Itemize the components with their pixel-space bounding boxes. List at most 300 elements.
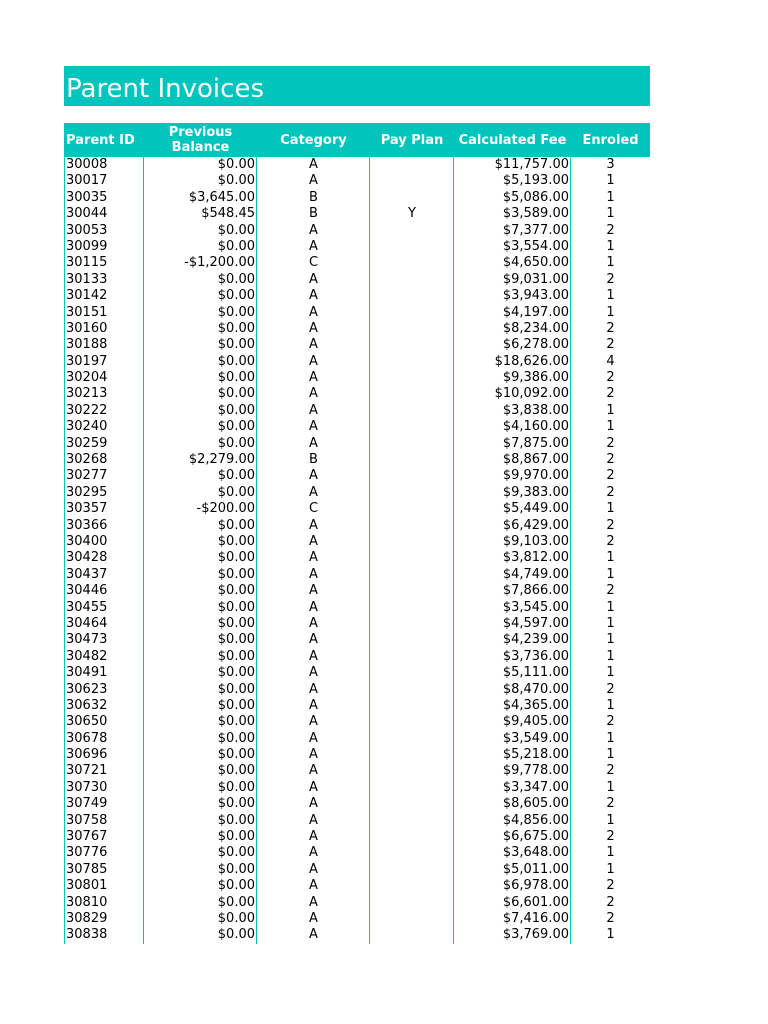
previous-balance-cell[interactable]: -$200.00 <box>196 501 255 517</box>
pay-plan-cell[interactable] <box>370 632 454 648</box>
category-cell[interactable]: A <box>309 435 318 451</box>
parent-id-cell[interactable]: 30838 <box>66 927 108 943</box>
category-cell[interactable]: A <box>309 779 318 795</box>
previous-balance-cell[interactable]: $0.00 <box>217 927 255 943</box>
previous-balance-cell[interactable]: $0.00 <box>217 533 255 549</box>
calculated-fee-cell[interactable]: $3,838.00 <box>502 402 569 418</box>
enroled-cell[interactable]: 2 <box>606 763 615 779</box>
pay-plan-cell[interactable] <box>370 173 454 189</box>
pay-plan-cell[interactable] <box>370 600 454 616</box>
enroled-cell[interactable]: 1 <box>606 697 615 713</box>
previous-balance-cell[interactable]: $0.00 <box>217 714 255 730</box>
parent-id-cell[interactable]: 30133 <box>66 271 108 287</box>
pay-plan-cell[interactable] <box>370 714 454 730</box>
enroled-cell[interactable]: 1 <box>606 927 615 943</box>
table-row <box>64 616 650 632</box>
enroled-cell[interactable]: 1 <box>606 845 615 861</box>
category-cell[interactable]: A <box>309 714 318 730</box>
column-header-calculated-fee[interactable]: Calculated Fee <box>458 132 567 148</box>
enroled-cell[interactable]: 2 <box>606 320 615 336</box>
calculated-fee-cell[interactable]: $8,470.00 <box>502 681 569 697</box>
previous-balance-cell[interactable]: $0.00 <box>217 861 255 877</box>
previous-balance-cell[interactable]: $0.00 <box>217 763 255 779</box>
enroled-cell[interactable]: 2 <box>606 583 615 599</box>
previous-balance-cell[interactable]: $0.00 <box>217 894 255 910</box>
category-cell[interactable]: B <box>309 189 318 205</box>
enroled-cell[interactable]: 2 <box>606 370 615 386</box>
previous-balance-cell[interactable]: $0.00 <box>217 583 255 599</box>
calculated-fee-cell[interactable]: $8,234.00 <box>502 320 569 336</box>
pay-plan-cell[interactable] <box>370 583 454 599</box>
category-cell[interactable]: A <box>309 894 318 910</box>
previous-balance-cell[interactable]: $0.00 <box>217 812 255 828</box>
pay-plan-cell[interactable] <box>370 370 454 386</box>
parent-id-cell[interactable]: 30758 <box>66 812 108 828</box>
previous-balance-cell[interactable]: $0.00 <box>217 386 255 402</box>
calculated-fee-cell[interactable]: $5,193.00 <box>502 173 569 189</box>
previous-balance-cell[interactable]: $0.00 <box>217 517 255 533</box>
category-cell[interactable]: A <box>309 763 318 779</box>
previous-balance-cell[interactable]: $0.00 <box>217 238 255 254</box>
category-cell[interactable]: B <box>309 206 318 222</box>
calculated-fee-cell[interactable]: $3,549.00 <box>502 730 569 746</box>
category-cell[interactable]: A <box>309 550 318 566</box>
previous-balance-cell[interactable]: $0.00 <box>217 484 255 500</box>
previous-balance-cell[interactable]: $0.00 <box>217 402 255 418</box>
category-cell[interactable]: A <box>309 615 318 631</box>
enroled-cell[interactable]: 1 <box>606 632 615 648</box>
previous-balance-cell[interactable]: $3,645.00 <box>188 189 255 205</box>
pay-plan-cell[interactable] <box>370 255 454 271</box>
previous-balance-cell[interactable]: $0.00 <box>217 550 255 566</box>
pay-plan-cell[interactable] <box>370 862 454 878</box>
category-cell[interactable]: A <box>309 812 318 828</box>
calculated-fee-cell[interactable]: $10,092.00 <box>494 386 569 402</box>
enroled-cell[interactable]: 2 <box>606 796 615 812</box>
parent-id-cell[interactable]: 30240 <box>66 419 108 435</box>
parent-id-cell[interactable]: 30277 <box>66 468 108 484</box>
enroled-cell[interactable]: 1 <box>606 779 615 795</box>
parent-id-cell[interactable]: 30204 <box>66 370 108 386</box>
calculated-fee-cell[interactable]: $3,589.00 <box>502 206 569 222</box>
category-cell[interactable]: A <box>309 632 318 648</box>
enroled-cell[interactable]: 1 <box>606 861 615 877</box>
pay-plan-cell[interactable] <box>370 518 454 534</box>
calculated-fee-cell[interactable]: $7,875.00 <box>502 435 569 451</box>
parent-id-cell[interactable]: 30696 <box>66 747 108 763</box>
previous-balance-cell[interactable]: $0.00 <box>217 353 255 369</box>
parent-id-cell[interactable]: 30776 <box>66 845 108 861</box>
enroled-cell[interactable]: 4 <box>606 353 615 369</box>
category-cell[interactable]: A <box>309 222 318 238</box>
calculated-fee-cell[interactable]: $8,867.00 <box>502 452 569 468</box>
calculated-fee-cell[interactable]: $6,278.00 <box>502 337 569 353</box>
calculated-fee-cell[interactable]: $4,856.00 <box>502 812 569 828</box>
category-cell[interactable]: A <box>309 238 318 254</box>
category-cell[interactable]: A <box>309 583 318 599</box>
enroled-cell[interactable]: 2 <box>606 533 615 549</box>
category-cell[interactable]: A <box>309 910 318 926</box>
category-cell[interactable]: B <box>309 452 318 468</box>
column-header-parent-id[interactable]: Parent ID <box>66 132 135 148</box>
previous-balance-cell[interactable]: $0.00 <box>217 697 255 713</box>
enroled-cell[interactable]: 1 <box>606 615 615 631</box>
column-header-previous-balance[interactable]: Previous Balance <box>168 125 233 155</box>
pay-plan-cell[interactable] <box>370 682 454 698</box>
previous-balance-cell[interactable]: -$1,200.00 <box>184 255 255 271</box>
calculated-fee-cell[interactable]: $4,597.00 <box>502 615 569 631</box>
calculated-fee-cell[interactable]: $4,197.00 <box>502 304 569 320</box>
parent-id-cell[interactable]: 30142 <box>66 288 108 304</box>
previous-balance-cell[interactable]: $0.00 <box>217 271 255 287</box>
category-cell[interactable]: A <box>309 468 318 484</box>
category-cell[interactable]: A <box>309 845 318 861</box>
pay-plan-cell[interactable] <box>370 747 454 763</box>
category-cell[interactable]: A <box>309 878 318 894</box>
calculated-fee-cell[interactable]: $9,383.00 <box>502 484 569 500</box>
parent-id-cell[interactable]: 30623 <box>66 681 108 697</box>
calculated-fee-cell[interactable]: $8,605.00 <box>502 796 569 812</box>
pay-plan-cell[interactable] <box>370 403 454 419</box>
previous-balance-cell[interactable]: $0.00 <box>217 829 255 845</box>
enroled-cell[interactable]: 3 <box>606 157 615 172</box>
previous-balance-cell[interactable]: $0.00 <box>217 320 255 336</box>
category-cell[interactable]: A <box>309 157 318 172</box>
previous-balance-cell[interactable]: $0.00 <box>217 566 255 582</box>
enroled-cell[interactable]: 1 <box>606 648 615 664</box>
enroled-cell[interactable]: 1 <box>606 189 615 205</box>
parent-id-cell[interactable]: 30400 <box>66 533 108 549</box>
parent-id-cell[interactable]: 30491 <box>66 665 108 681</box>
enroled-cell[interactable]: 2 <box>606 878 615 894</box>
pay-plan-cell[interactable] <box>370 895 454 911</box>
parent-id-cell[interactable]: 30053 <box>66 222 108 238</box>
table-row <box>64 239 650 255</box>
parent-id-cell[interactable]: 30268 <box>66 452 108 468</box>
category-cell[interactable]: A <box>309 386 318 402</box>
parent-id-cell[interactable]: 30213 <box>66 386 108 402</box>
enroled-cell[interactable]: 1 <box>606 566 615 582</box>
pay-plan-cell[interactable] <box>370 190 454 206</box>
calculated-fee-cell[interactable]: $9,386.00 <box>502 370 569 386</box>
pay-plan-cell[interactable] <box>370 829 454 845</box>
parent-id-cell[interactable]: 30749 <box>66 796 108 812</box>
category-cell[interactable]: A <box>309 517 318 533</box>
pay-plan-cell[interactable] <box>370 419 454 435</box>
parent-id-cell[interactable]: 30008 <box>66 157 108 172</box>
pay-plan-cell[interactable] <box>370 354 454 370</box>
pay-plan-cell[interactable] <box>370 337 454 353</box>
previous-balance-cell[interactable]: $0.00 <box>217 157 255 172</box>
calculated-fee-cell[interactable]: $3,943.00 <box>502 288 569 304</box>
category-cell[interactable]: A <box>309 288 318 304</box>
pay-plan-cell[interactable] <box>370 321 454 337</box>
category-cell[interactable]: A <box>309 796 318 812</box>
parent-id-cell[interactable]: 30035 <box>66 189 108 205</box>
enroled-cell[interactable]: 2 <box>606 452 615 468</box>
enroled-cell[interactable]: 1 <box>606 747 615 763</box>
category-cell[interactable]: A <box>309 665 318 681</box>
previous-balance-cell[interactable]: $0.00 <box>217 747 255 763</box>
category-cell[interactable]: A <box>309 484 318 500</box>
enroled-cell[interactable]: 1 <box>606 255 615 271</box>
category-cell[interactable]: A <box>309 599 318 615</box>
parent-id-cell[interactable]: 30357 <box>66 501 108 517</box>
enroled-cell[interactable]: 2 <box>606 829 615 845</box>
category-cell[interactable]: A <box>309 304 318 320</box>
parent-id-cell[interactable]: 30366 <box>66 517 108 533</box>
previous-balance-cell[interactable]: $0.00 <box>217 648 255 664</box>
parent-id-cell[interactable]: 30295 <box>66 484 108 500</box>
calculated-fee-cell[interactable]: $3,769.00 <box>502 927 569 943</box>
calculated-fee-cell[interactable]: $6,429.00 <box>502 517 569 533</box>
category-cell[interactable]: A <box>309 566 318 582</box>
category-cell[interactable]: A <box>309 320 318 336</box>
enroled-cell[interactable]: 1 <box>606 730 615 746</box>
previous-balance-cell[interactable]: $0.00 <box>217 173 255 189</box>
calculated-fee-cell[interactable]: $9,970.00 <box>502 468 569 484</box>
pay-plan-cell[interactable] <box>370 698 454 714</box>
column-divider <box>64 157 65 944</box>
calculated-fee-cell[interactable]: $4,650.00 <box>502 255 569 271</box>
enroled-cell[interactable]: 2 <box>606 681 615 697</box>
pay-plan-cell[interactable] <box>370 272 454 288</box>
category-cell[interactable]: A <box>309 648 318 664</box>
pay-plan-cell[interactable] <box>370 436 454 452</box>
parent-id-cell[interactable]: 30446 <box>66 583 108 599</box>
pay-plan-cell[interactable] <box>370 386 454 402</box>
parent-id-cell[interactable]: 30455 <box>66 599 108 615</box>
previous-balance-cell[interactable]: $0.00 <box>217 779 255 795</box>
pay-plan-cell[interactable] <box>370 616 454 632</box>
category-cell[interactable]: A <box>309 271 318 287</box>
pay-plan-cell[interactable] <box>370 223 454 239</box>
previous-balance-cell[interactable]: $0.00 <box>217 419 255 435</box>
pay-plan-cell[interactable] <box>370 567 454 583</box>
enroled-cell[interactable]: 1 <box>606 206 615 222</box>
enroled-cell[interactable]: 2 <box>606 894 615 910</box>
column-header-pay-plan[interactable]: Pay Plan <box>380 132 444 148</box>
pay-plan-cell[interactable] <box>370 911 454 927</box>
calculated-fee-cell[interactable]: $3,648.00 <box>502 845 569 861</box>
pay-plan-cell[interactable] <box>370 763 454 779</box>
parent-id-cell[interactable]: 30829 <box>66 910 108 926</box>
calculated-fee-cell[interactable]: $3,736.00 <box>502 648 569 664</box>
calculated-fee-cell[interactable]: $9,778.00 <box>502 763 569 779</box>
parent-id-cell[interactable]: 30721 <box>66 763 108 779</box>
pay-plan-cell[interactable] <box>370 485 454 501</box>
parent-id-cell[interactable]: 30678 <box>66 730 108 746</box>
previous-balance-cell[interactable]: $0.00 <box>217 681 255 697</box>
calculated-fee-cell[interactable]: $18,626.00 <box>494 353 569 369</box>
calculated-fee-cell[interactable]: $9,103.00 <box>502 533 569 549</box>
parent-id-cell[interactable]: 30259 <box>66 435 108 451</box>
previous-balance-cell[interactable]: $0.00 <box>217 370 255 386</box>
parent-id-cell[interactable]: 30428 <box>66 550 108 566</box>
previous-balance-cell[interactable]: $0.00 <box>217 910 255 926</box>
enroled-cell[interactable]: 2 <box>606 222 615 238</box>
parent-id-cell[interactable]: 30044 <box>66 206 108 222</box>
pay-plan-cell[interactable]: Y <box>408 206 416 222</box>
pay-plan-cell[interactable] <box>370 501 454 517</box>
previous-balance-cell[interactable]: $0.00 <box>217 665 255 681</box>
calculated-fee-cell[interactable]: $5,218.00 <box>502 747 569 763</box>
parent-id-cell[interactable]: 30632 <box>66 697 108 713</box>
parent-id-cell[interactable]: 30197 <box>66 353 108 369</box>
previous-balance-cell[interactable]: $548.45 <box>201 206 255 222</box>
enroled-cell[interactable]: 1 <box>606 599 615 615</box>
enroled-cell[interactable]: 2 <box>606 910 615 926</box>
table-row <box>64 731 650 747</box>
parent-id-cell[interactable]: 30160 <box>66 320 108 336</box>
enroled-cell[interactable]: 1 <box>606 304 615 320</box>
enroled-cell[interactable]: 1 <box>606 238 615 254</box>
pay-plan-cell[interactable] <box>370 468 454 484</box>
parent-id-cell[interactable]: 30464 <box>66 615 108 631</box>
enroled-cell[interactable]: 2 <box>606 337 615 353</box>
calculated-fee-cell[interactable]: $9,405.00 <box>502 714 569 730</box>
pay-plan-cell[interactable] <box>370 813 454 829</box>
calculated-fee-cell[interactable]: $7,416.00 <box>502 910 569 926</box>
parent-id-cell[interactable]: 30099 <box>66 238 108 254</box>
pay-plan-cell[interactable] <box>370 239 454 255</box>
parent-id-cell[interactable]: 30785 <box>66 861 108 877</box>
calculated-fee-cell[interactable]: $5,011.00 <box>502 861 569 877</box>
parent-id-cell[interactable]: 30650 <box>66 714 108 730</box>
pay-plan-cell[interactable] <box>370 927 454 943</box>
pay-plan-cell[interactable] <box>370 845 454 861</box>
previous-balance-cell[interactable]: $0.00 <box>217 304 255 320</box>
parent-id-cell[interactable]: 30188 <box>66 337 108 353</box>
parent-id-cell[interactable]: 30810 <box>66 894 108 910</box>
pay-plan-cell[interactable] <box>370 796 454 812</box>
previous-balance-cell[interactable]: $2,279.00 <box>188 452 255 468</box>
calculated-fee-cell[interactable]: $5,086.00 <box>502 189 569 205</box>
category-cell[interactable]: A <box>309 353 318 369</box>
parent-id-cell[interactable]: 30730 <box>66 779 108 795</box>
previous-balance-cell[interactable]: $0.00 <box>217 337 255 353</box>
enroled-cell[interactable]: 1 <box>606 812 615 828</box>
previous-balance-cell[interactable]: $0.00 <box>217 730 255 746</box>
enroled-cell[interactable]: 2 <box>606 468 615 484</box>
calculated-fee-cell[interactable]: $7,866.00 <box>502 583 569 599</box>
calculated-fee-cell[interactable]: $6,675.00 <box>502 829 569 845</box>
calculated-fee-cell[interactable]: $4,749.00 <box>502 566 569 582</box>
category-cell[interactable]: A <box>309 829 318 845</box>
parent-id-cell[interactable]: 30473 <box>66 632 108 648</box>
previous-balance-cell[interactable]: $0.00 <box>217 222 255 238</box>
column-header-enroled[interactable]: Enroled <box>582 132 639 148</box>
enroled-cell[interactable]: 1 <box>606 501 615 517</box>
enroled-cell[interactable]: 2 <box>606 714 615 730</box>
pay-plan-cell[interactable] <box>370 305 454 321</box>
category-cell[interactable]: A <box>309 370 318 386</box>
calculated-fee-cell[interactable]: $11,757.00 <box>494 157 569 172</box>
category-cell[interactable]: A <box>309 419 318 435</box>
parent-id-cell[interactable]: 30482 <box>66 648 108 664</box>
parent-id-cell[interactable]: 30801 <box>66 878 108 894</box>
calculated-fee-cell[interactable]: $3,812.00 <box>502 550 569 566</box>
calculated-fee-cell[interactable]: $9,031.00 <box>502 271 569 287</box>
enroled-cell[interactable]: 1 <box>606 665 615 681</box>
parent-id-cell[interactable]: 30115 <box>66 255 108 271</box>
pay-plan-cell[interactable] <box>370 157 454 173</box>
calculated-fee-cell[interactable]: $4,239.00 <box>502 632 569 648</box>
calculated-fee-cell[interactable]: $3,545.00 <box>502 599 569 615</box>
pay-plan-cell[interactable] <box>370 288 454 304</box>
enroled-cell[interactable]: 1 <box>606 288 615 304</box>
pay-plan-cell[interactable] <box>370 534 454 550</box>
category-cell[interactable]: A <box>309 337 318 353</box>
parent-id-cell[interactable]: 30437 <box>66 566 108 582</box>
previous-balance-cell[interactable]: $0.00 <box>217 796 255 812</box>
enroled-cell[interactable]: 2 <box>606 435 615 451</box>
previous-balance-cell[interactable]: $0.00 <box>217 435 255 451</box>
table-row <box>64 468 650 484</box>
calculated-fee-cell[interactable]: $6,601.00 <box>502 894 569 910</box>
enroled-cell[interactable]: 2 <box>606 517 615 533</box>
enroled-cell[interactable]: 2 <box>606 484 615 500</box>
pay-plan-cell[interactable] <box>370 878 454 894</box>
pay-plan-cell[interactable] <box>370 649 454 665</box>
table-row <box>64 518 650 534</box>
parent-id-cell[interactable]: 30222 <box>66 402 108 418</box>
category-cell[interactable]: A <box>309 402 318 418</box>
parent-id-cell[interactable]: 30017 <box>66 173 108 189</box>
category-cell[interactable]: A <box>309 861 318 877</box>
column-header-category[interactable]: Category <box>280 132 347 148</box>
category-cell[interactable]: C <box>308 255 319 271</box>
calculated-fee-cell[interactable]: $3,347.00 <box>502 779 569 795</box>
previous-balance-cell[interactable]: $0.00 <box>217 878 255 894</box>
pay-plan-cell[interactable] <box>370 780 454 796</box>
category-cell[interactable]: A <box>309 747 318 763</box>
category-cell[interactable]: A <box>309 927 318 943</box>
previous-balance-cell[interactable]: $0.00 <box>217 599 255 615</box>
enroled-cell[interactable]: 1 <box>606 173 615 189</box>
category-cell[interactable]: A <box>309 533 318 549</box>
previous-balance-cell[interactable]: $0.00 <box>217 288 255 304</box>
parent-id-cell[interactable]: 30151 <box>66 304 108 320</box>
previous-balance-cell[interactable]: $0.00 <box>217 615 255 631</box>
category-cell[interactable]: A <box>309 697 318 713</box>
calculated-fee-cell[interactable]: $4,160.00 <box>502 419 569 435</box>
category-cell[interactable]: A <box>309 173 318 189</box>
calculated-fee-cell[interactable]: $7,377.00 <box>502 222 569 238</box>
pay-plan-cell[interactable] <box>370 550 454 566</box>
calculated-fee-cell[interactable]: $5,111.00 <box>502 665 569 681</box>
calculated-fee-cell[interactable]: $6,978.00 <box>502 878 569 894</box>
calculated-fee-cell[interactable]: $3,554.00 <box>502 238 569 254</box>
previous-balance-cell[interactable]: $0.00 <box>217 632 255 648</box>
enroled-cell[interactable]: 1 <box>606 550 615 566</box>
pay-plan-cell[interactable] <box>370 665 454 681</box>
calculated-fee-cell[interactable]: $4,365.00 <box>502 697 569 713</box>
calculated-fee-cell[interactable]: $5,449.00 <box>502 501 569 517</box>
pay-plan-cell[interactable] <box>370 731 454 747</box>
previous-balance-cell[interactable]: $0.00 <box>217 468 255 484</box>
parent-id-cell[interactable]: 30767 <box>66 829 108 845</box>
previous-balance-cell[interactable]: $0.00 <box>217 845 255 861</box>
enroled-cell[interactable]: 1 <box>606 402 615 418</box>
enroled-cell[interactable]: 1 <box>606 419 615 435</box>
enroled-cell[interactable]: 2 <box>606 271 615 287</box>
category-cell[interactable]: C <box>308 501 319 517</box>
enroled-cell[interactable]: 2 <box>606 386 615 402</box>
category-cell[interactable]: A <box>309 681 318 697</box>
category-cell[interactable]: A <box>309 730 318 746</box>
pay-plan-cell[interactable] <box>370 452 454 468</box>
